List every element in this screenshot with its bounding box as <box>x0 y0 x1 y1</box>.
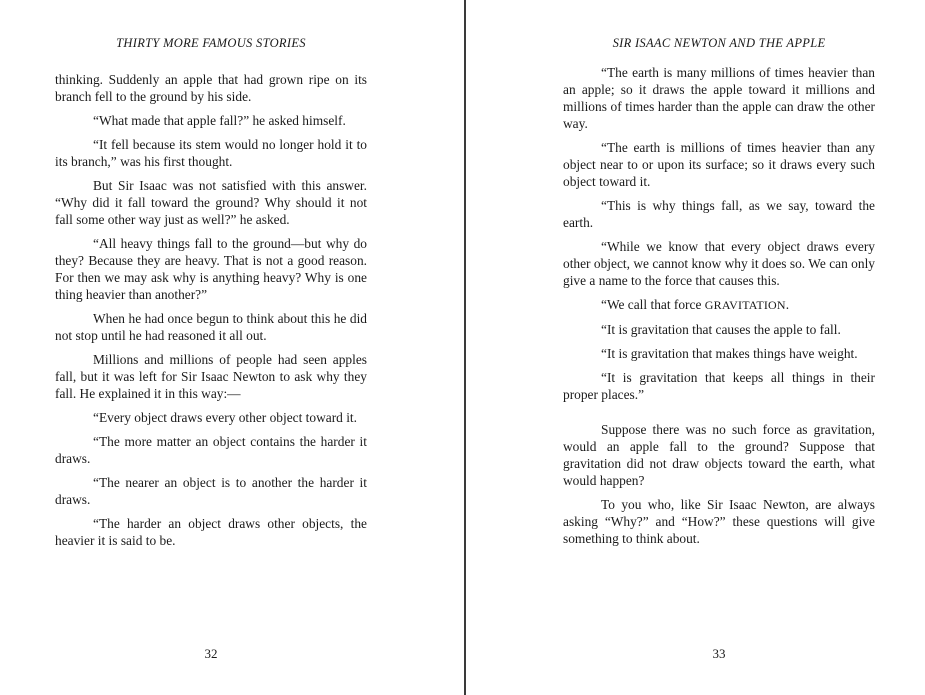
gravitation-end: . <box>785 297 790 312</box>
running-head-right: SIR ISAAC NEWTON AND THE APPLE <box>612 36 826 50</box>
gravitation-intro: “We call that force <box>601 297 705 312</box>
right-page-body <box>563 64 875 554</box>
paragraph: “The earth is many millions of times heavier than an apple; so it draws the apple toward it millions and millions of times harder than the apple can draw the other way. <box>563 65 875 131</box>
gutter-divider <box>464 0 466 695</box>
paragraph: “It is gravitation that makes things have weight. <box>601 346 858 361</box>
left-page-body <box>55 71 367 556</box>
gravitation-term: GRAVITATION <box>704 298 786 312</box>
paragraph: thinking. Suddenly an apple that had grown ripe on its branch fell to the ground by his side. <box>55 72 367 104</box>
paragraph: “The harder an object draws other objects, the heavier it is said to be. <box>55 516 367 548</box>
paragraph: “What made that apple fall?” he asked himself. <box>93 113 346 128</box>
paragraph: Suppose there was no such force as gravitation, would an apple fall to the ground? Suppose that gravitation did not draw objects toward the earth, what would happen? <box>563 422 875 488</box>
paragraph: “It is gravitation that keeps all things in their proper places.” <box>563 370 875 402</box>
right-page <box>563 0 875 695</box>
left-page <box>55 0 367 695</box>
paragraph: “It fell because its stem would no longer hold it to its branch,” was his first thought. <box>55 137 367 169</box>
paragraph: “This is why things fall, as we say, toward the earth. <box>563 198 875 230</box>
paragraph: “All heavy things fall to the ground—but why do they? Because they are heavy. That is not a good reason. For then we may ask why is anything heavy? Why is one thing heavier than another?” <box>55 236 367 302</box>
paragraph: To you who, like Sir Isaac Newton, are always asking “Why?” and “How?” these questions will give something to think about. <box>563 497 875 546</box>
paragraph: “Every object draws every other object toward it. <box>93 410 357 425</box>
running-head-left: THIRTY MORE FAMOUS STORIES <box>116 36 306 50</box>
paragraph: “The nearer an object is to another the harder it draws. <box>55 475 367 507</box>
paragraph: “While we know that every object draws every other object, we cannot know why it does so. We can only give a name to the force that causes this. <box>563 239 875 288</box>
paragraph: “The more matter an object contains the harder it draws. <box>55 434 367 466</box>
paragraph: “It is gravitation that causes the apple to fall. <box>601 322 841 337</box>
paragraph: But Sir Isaac was not satisfied with this answer. “Why did it fall toward the ground? Why should it not fall some other way just as well?” he asked. <box>55 178 367 227</box>
paragraph: Millions and millions of people had seen apples fall, but it was left for Sir Isaac Newton to ask why they fall. He explained it in this way:— <box>55 352 367 401</box>
page-number-left: 32 <box>204 646 218 661</box>
paragraph: “The earth is millions of times heavier than any object near to or upon its surface; so it draws every such object toward it. <box>563 140 875 189</box>
paragraph-gravitation <box>563 296 875 314</box>
paragraph: When he had once begun to think about this he did not stop until he had reasoned it all out. <box>55 311 367 343</box>
page-number-right: 33 <box>712 646 726 661</box>
